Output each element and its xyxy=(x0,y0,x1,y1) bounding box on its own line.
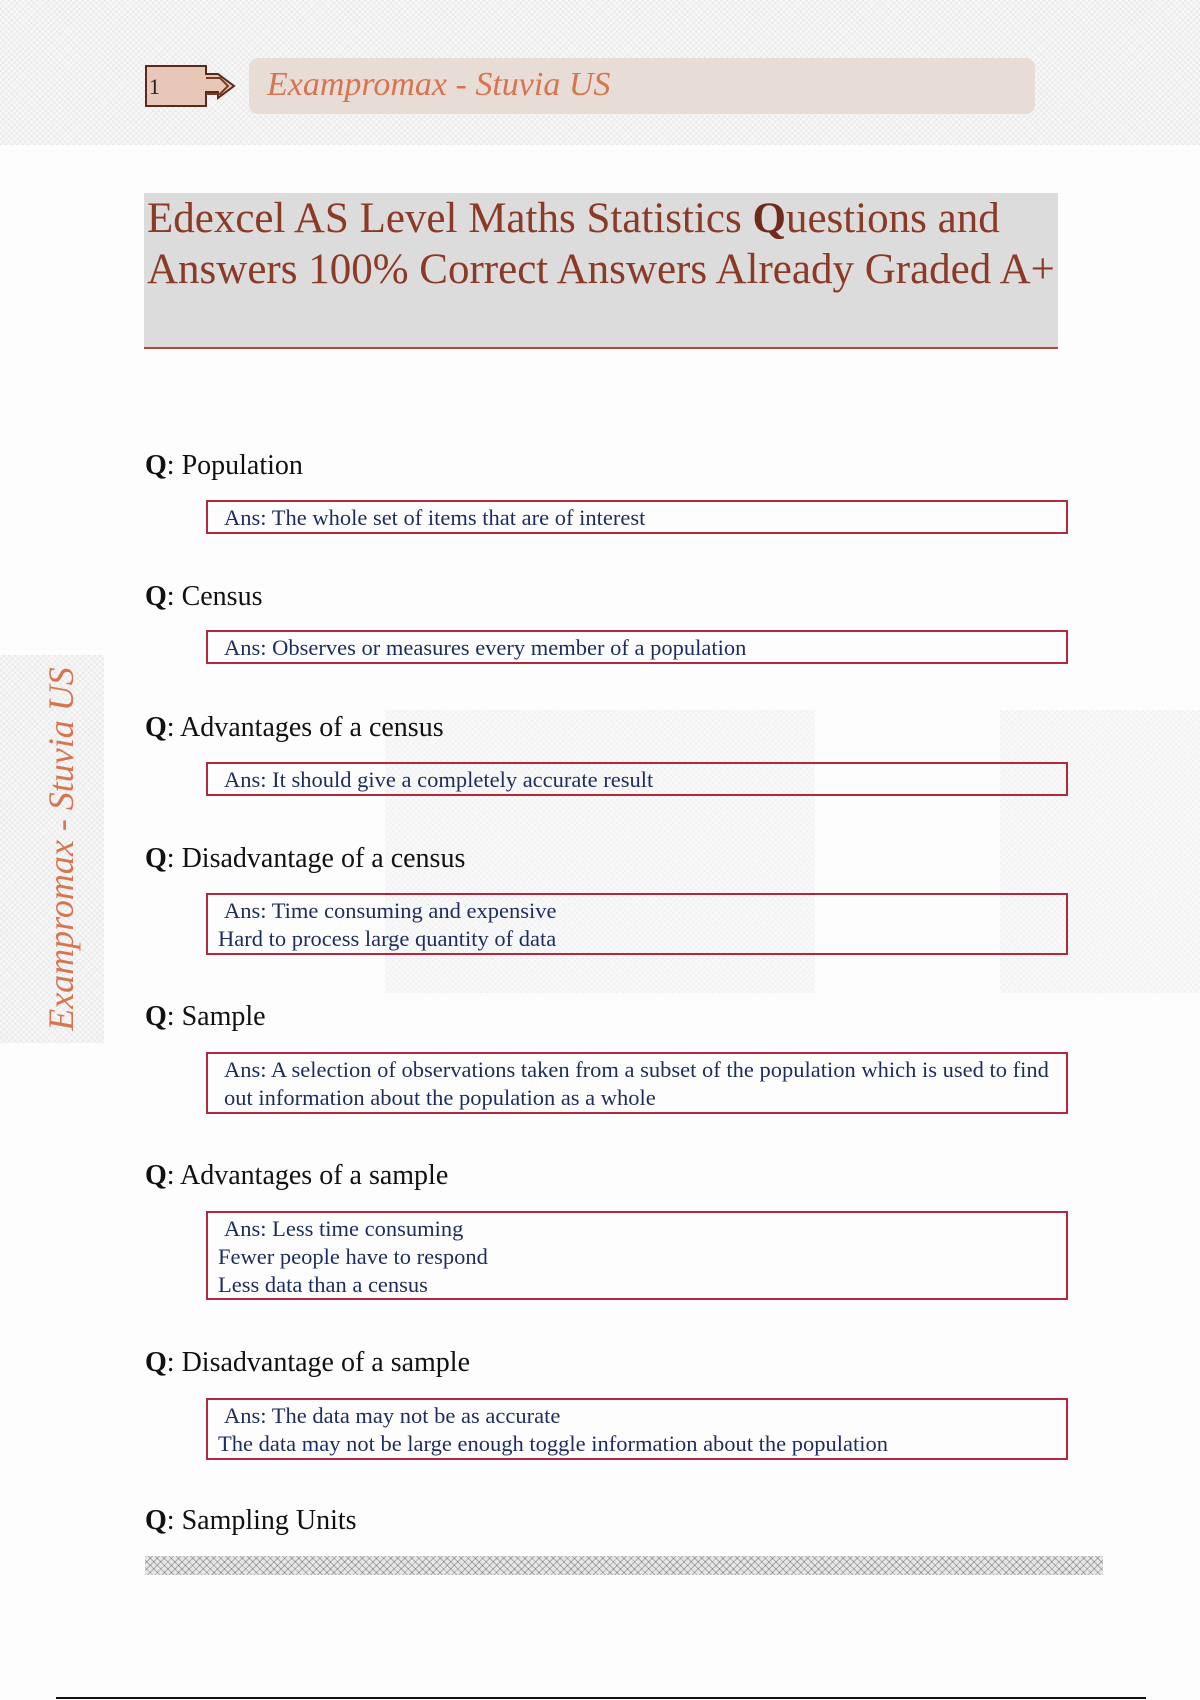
answer-line: Hard to process large quantity of data xyxy=(218,926,557,951)
answer-box xyxy=(206,893,1068,955)
answer-line: Ans: A selection of observations taken from a subset of the population which is used to find out information about the population as a whole xyxy=(224,1057,1049,1110)
answer-line: Ans: Less time consuming xyxy=(224,1216,464,1241)
answer-box xyxy=(206,1052,1068,1114)
page-number: 1 xyxy=(149,74,160,99)
answer-box xyxy=(206,762,1068,796)
question: Q: Advantages of a census xyxy=(145,712,444,743)
answer-line: Ans: It should give a completely accurate result xyxy=(224,767,654,792)
question: Q: Population xyxy=(145,450,303,481)
question: Q: Sampling Units xyxy=(145,1505,357,1536)
redacted-answer-strip xyxy=(145,1556,1103,1575)
answer-box xyxy=(206,1398,1068,1460)
answer-line: Ans: The whole set of items that are of interest xyxy=(224,505,646,530)
answer-line: Fewer people have to respond xyxy=(218,1244,488,1269)
header-banner xyxy=(249,58,1035,114)
answer-line: Less data than a census xyxy=(218,1272,428,1297)
question: Q: Advantages of a sample xyxy=(145,1160,449,1191)
answer-box xyxy=(206,500,1068,534)
answer-box xyxy=(206,630,1068,664)
answer-box xyxy=(206,1211,1068,1300)
question: Q: Disadvantage of a sample xyxy=(145,1347,471,1378)
answer-line: The data may not be large enough toggle information about the population xyxy=(218,1431,889,1456)
question: Q: Sample xyxy=(145,1001,266,1032)
page-title: Edexcel AS Level Maths Statistics Questions and Answers 100% Correct Answers Already Graded A+ xyxy=(147,195,1055,293)
answer-line: Ans: The data may not be as accurate xyxy=(224,1403,561,1428)
footer-rule xyxy=(56,1697,1146,1699)
question: Q: Census xyxy=(145,581,263,612)
answer-line: Ans: Time consuming and expensive xyxy=(224,898,557,923)
question: Q: Disadvantage of a census xyxy=(145,843,466,874)
header-brand: Exampromax - Stuvia US xyxy=(267,66,611,103)
answer-line: Ans: Observes or measures every member of a population xyxy=(224,635,747,660)
title-box xyxy=(144,193,1058,349)
side-watermark: Exampromax - Stuvia US xyxy=(41,667,81,1031)
